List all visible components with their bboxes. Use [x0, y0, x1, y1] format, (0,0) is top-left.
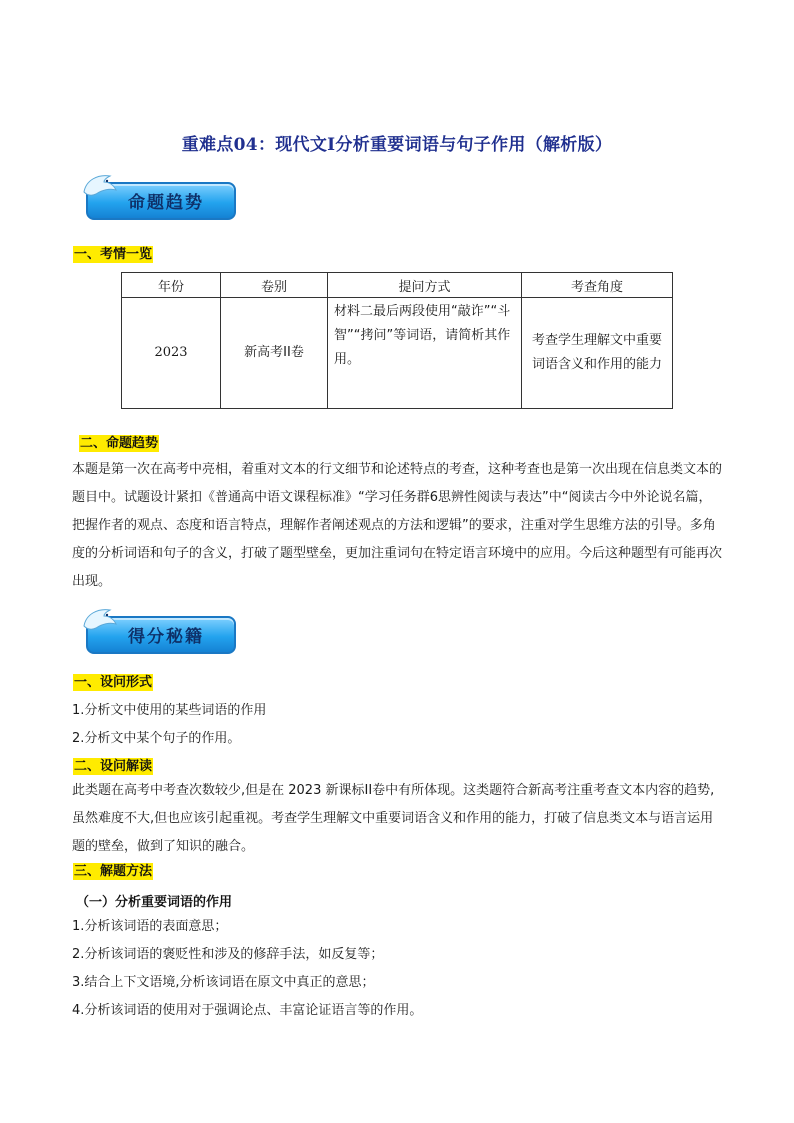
table-cell-angle: 考查学生理解文中重要词语含义和作用的能力: [522, 298, 673, 409]
table-row: [122, 298, 673, 409]
section1-heading: 一、考情一览: [74, 247, 153, 262]
table-cell-question: 材料二最后两段使用“敲诈”“斗智”“拷问”等词语，请简析其作用。: [328, 298, 522, 409]
list-item: 2.分析文中某个句子的作用。: [72, 731, 241, 746]
table-header-cell: 提问方式: [328, 273, 522, 298]
table-header-row: [122, 273, 673, 298]
section2-text: 本题是第一次在高考中亮相，着重对文本的行文细节和论述特点的考查，这种考查也是第一次出现在信息类文本的题目中。试题设计紧扣《普通高中语文课程标准》“学习任务群6思辨性阅读与表达”中“阅读古今中外论说名篇，把握作者的观点、态度和语言特点，理解作者阐述观点的方法和逻辑”的要求，注重对学生思维方法的引导。多角度的分析词语和句子的含义，打破了题型壁垒，更加注重词句在特定语言环境中的应用。今后这种题型有可能再次出现。: [72, 462, 723, 589]
trend-banner-label: 命题趋势: [128, 193, 204, 213]
list-item: 1.分析文中使用的某些词语的作用: [72, 703, 267, 718]
table-cell-paper: 新高考II卷: [221, 298, 328, 409]
table-cell-year: 2023: [122, 298, 221, 409]
list-item: 2.分析该词语的褒贬性和涉及的修辞手法，如反复等；: [72, 947, 384, 962]
page-title: 重难点04：现代文I分析重要词语与句子作用（解析版）: [181, 135, 613, 155]
tips-heading-2: 二、设问解读: [74, 759, 153, 774]
list-item: 4.分析该词语的使用对于强调论点、丰富论证语言等的作用。: [72, 1003, 423, 1018]
tips-h3-subheading: （一）分析重要词语的作用: [76, 895, 233, 910]
dolphin-icon: [80, 604, 120, 640]
secret-banner-label: 得分秘籍: [128, 627, 204, 647]
table-header-cell: 卷别: [221, 273, 328, 298]
tips-heading-3: 三、解题方法: [74, 864, 153, 879]
list-item: 1.分析该词语的表面意思；: [72, 919, 228, 934]
exam-table: [121, 272, 673, 409]
table-header-cell: 年份: [122, 273, 221, 298]
secret-banner: [80, 610, 238, 656]
table-header-cell: 考查角度: [522, 273, 673, 298]
tips-h2-text: 此类题在高考中考查次数较少,但是在 2023 新课标II卷中有所体现。这类题符合新高考注重考查文本内容的趋势,虽然难度不大,但也应该引起重视。考查学生理解文中重要词语含义和作用的能力，打破了信息类文本与语言运用题的壁垒，做到了知识的融合。: [72, 783, 715, 854]
tips-heading-1: 一、设问形式: [74, 675, 153, 690]
list-item: 3.结合上下文语境,分析该词语在原文中真正的意思；: [72, 975, 375, 990]
dolphin-icon: [80, 170, 120, 206]
trend-banner: [80, 176, 238, 222]
section2-heading: 二、命题趋势: [80, 436, 159, 451]
